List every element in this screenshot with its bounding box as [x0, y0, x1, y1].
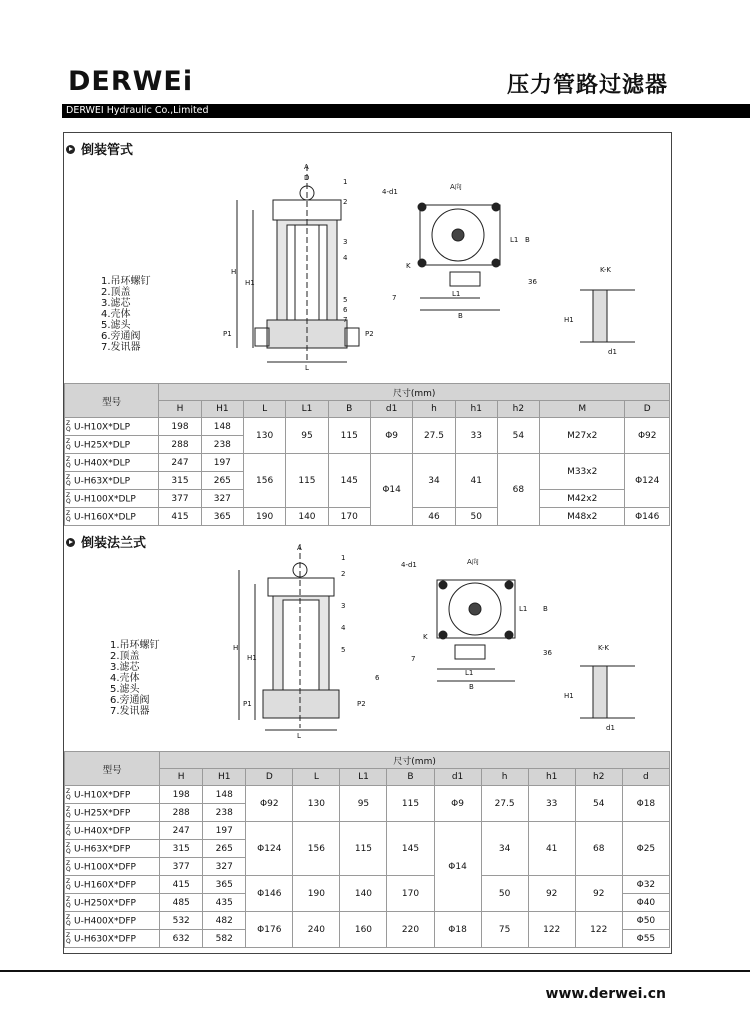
table-cell: 240	[293, 912, 340, 948]
table-cell: 75	[481, 912, 528, 948]
website-url: www.derwei.cn	[545, 986, 666, 1002]
table-cell: Φ25	[622, 822, 669, 876]
table-cell: M27x2	[539, 418, 624, 454]
table-cell: Φ124	[246, 822, 293, 876]
part-item: 7.发讯器	[110, 706, 150, 717]
model-cell	[65, 858, 160, 876]
zq-mark: Z Q	[66, 895, 71, 909]
table-cell: 148	[203, 786, 246, 804]
table-cell: 247	[159, 454, 201, 472]
table-cell: 34	[481, 822, 528, 876]
table-cell: 315	[160, 840, 203, 858]
top-view-drawing-2	[395, 555, 560, 690]
dimension-header: 尺寸(mm)	[159, 384, 670, 401]
model-cell	[65, 436, 159, 454]
label-p1-2: P1	[243, 700, 252, 708]
part-item: 2.顶盖	[110, 651, 140, 662]
table-cell: 41	[455, 454, 497, 508]
table-cell: 190	[243, 508, 285, 526]
zq-mark: Z Q	[66, 859, 71, 873]
dimension-header: 尺寸(mm)	[160, 752, 670, 769]
table-row	[65, 822, 670, 840]
company-banner	[62, 104, 750, 118]
callout-1: 1	[343, 178, 348, 186]
table-row	[65, 786, 670, 804]
column-header: H1	[201, 401, 243, 418]
label-holes-2: 4-d1	[401, 561, 417, 569]
filter-section-drawing-1	[215, 160, 385, 375]
model-name: U-H10X*DLP	[74, 422, 131, 432]
table-row	[65, 876, 670, 894]
label-7: 7	[392, 294, 397, 302]
part-item: 5.滤头	[101, 320, 131, 331]
label-a: A	[304, 163, 309, 171]
table-cell: Φ146	[625, 508, 670, 526]
label-kk: K-K	[600, 266, 611, 274]
section-title: 倒装管式	[81, 143, 134, 158]
model-name: U-H100X*DFP	[74, 862, 136, 872]
label-view-a: A向	[450, 183, 462, 191]
zq-mark: Z Q	[66, 931, 71, 945]
table-cell: 130	[293, 786, 340, 822]
table-row	[65, 508, 670, 526]
label-holes: 4-d1	[382, 188, 398, 196]
table-cell: Φ18	[434, 912, 481, 948]
table-cell: 288	[160, 804, 203, 822]
callout-7: 7	[343, 316, 348, 324]
company-logo: DERWEi	[68, 66, 194, 97]
label-p2: P2	[365, 330, 374, 338]
callout-3-2: 3	[341, 602, 346, 610]
label-h1-2: H1	[247, 654, 257, 662]
zq-mark: Z Q	[66, 437, 71, 451]
callout-1-2: 1	[341, 554, 346, 562]
callout-5-2: 5	[341, 646, 346, 654]
table-cell: 115	[286, 454, 328, 508]
spec-table-flange	[64, 751, 670, 948]
column-header: L	[243, 401, 285, 418]
label-l1-side-2: L1	[519, 605, 528, 613]
table-cell: 68	[575, 822, 622, 876]
part-item: 3.滤芯	[101, 298, 131, 309]
table-cell: 288	[159, 436, 201, 454]
label-p2-2: P2	[357, 700, 366, 708]
column-header: h1	[455, 401, 497, 418]
section-heading-tube	[66, 139, 133, 158]
model-header: 型号	[65, 384, 159, 418]
table-cell: 238	[201, 436, 243, 454]
footer-rule	[0, 970, 750, 972]
model-name: U-H63X*DFP	[74, 844, 131, 854]
model-cell	[65, 930, 160, 948]
table-cell: 327	[201, 490, 243, 508]
table-cell: 95	[286, 418, 328, 454]
zq-mark: Z Q	[66, 841, 71, 855]
label-d1-2: d1	[606, 724, 615, 732]
bullet-icon	[66, 145, 75, 154]
table-cell: Φ14	[370, 454, 412, 526]
table-cell: 145	[387, 822, 434, 876]
column-header: L	[293, 769, 340, 786]
table-cell: 54	[497, 418, 539, 454]
part-item: 1.吊环螺钉	[110, 640, 160, 651]
model-name: U-H40X*DFP	[74, 826, 131, 836]
label-36-2: 36	[543, 649, 552, 657]
table-cell: 140	[286, 508, 328, 526]
table-cell: M48x2	[539, 508, 624, 526]
zq-mark: Z Q	[66, 509, 71, 523]
table-cell: Φ14	[434, 822, 481, 912]
table-cell: Φ50	[622, 912, 669, 930]
label-h1-kk-2: H1	[564, 692, 574, 700]
table-cell: 92	[575, 876, 622, 912]
table-cell: 247	[160, 822, 203, 840]
table-cell: 140	[340, 876, 387, 912]
model-name: U-H25X*DFP	[74, 808, 131, 818]
table-cell: M42x2	[539, 490, 624, 508]
table-cell: 482	[203, 912, 246, 930]
table-cell: 327	[203, 858, 246, 876]
table-row	[65, 454, 670, 472]
table-cell: 170	[328, 508, 370, 526]
table-cell: 197	[203, 822, 246, 840]
part-item: 2.顶盖	[101, 287, 131, 298]
table-cell: Φ176	[246, 912, 293, 948]
section-heading-flange	[66, 532, 146, 551]
zq-mark: Z Q	[66, 913, 71, 927]
column-header: D	[246, 769, 293, 786]
model-name: U-H250X*DFP	[74, 898, 136, 908]
column-header: h	[481, 769, 528, 786]
table-cell: Φ124	[625, 454, 670, 508]
table-cell: 170	[387, 876, 434, 912]
label-h-2: H	[233, 644, 239, 652]
label-h1: H1	[245, 279, 255, 287]
table-cell: 265	[201, 472, 243, 490]
model-cell	[65, 508, 159, 526]
model-cell	[65, 894, 160, 912]
model-cell	[65, 454, 159, 472]
parts-list-2	[110, 640, 160, 717]
part-item: 3.滤芯	[110, 662, 140, 673]
label-h1-kk: H1	[564, 316, 574, 324]
part-item: 6.旁通阀	[110, 695, 150, 706]
kk-section-drawing-1	[560, 262, 640, 362]
table-cell: 435	[203, 894, 246, 912]
table-cell: 377	[160, 858, 203, 876]
table-cell: 34	[413, 454, 455, 508]
label-36: 36	[528, 278, 537, 286]
model-name: U-H10X*DFP	[74, 790, 131, 800]
table-cell: 315	[159, 472, 201, 490]
model-cell	[65, 490, 159, 508]
table-cell: Φ18	[622, 786, 669, 822]
label-d1: d1	[608, 348, 617, 356]
column-header: L1	[340, 769, 387, 786]
zq-mark: Z Q	[66, 491, 71, 505]
label-kk-2: K-K	[598, 644, 609, 652]
part-item: 4.壳体	[110, 673, 140, 684]
label-p1: P1	[223, 330, 232, 338]
column-header: h	[413, 401, 455, 418]
model-cell	[65, 912, 160, 930]
part-item: 5.滤头	[110, 684, 140, 695]
callout-2: 2	[343, 198, 348, 206]
zq-mark: Z Q	[66, 823, 71, 837]
label-l1: L1	[452, 290, 461, 298]
column-header: D	[625, 401, 670, 418]
table-cell: 145	[328, 454, 370, 508]
table-cell: 365	[203, 876, 246, 894]
label-l1-2: L1	[465, 669, 474, 677]
table-cell: 46	[413, 508, 455, 526]
callout-3: 3	[343, 238, 348, 246]
table-row	[65, 418, 670, 436]
table-cell: 238	[203, 804, 246, 822]
table-cell: 198	[160, 786, 203, 804]
column-header: H	[160, 769, 203, 786]
table-cell: 148	[201, 418, 243, 436]
table-cell: 532	[160, 912, 203, 930]
column-header: B	[387, 769, 434, 786]
label-view-a-2: A向	[467, 558, 479, 566]
model-name: U-H100X*DLP	[74, 494, 136, 504]
table-cell: 365	[201, 508, 243, 526]
column-header: L1	[286, 401, 328, 418]
part-item: 6.旁通阀	[101, 331, 141, 342]
spec-table-tube	[64, 383, 670, 526]
top-view-drawing-1	[380, 180, 550, 320]
part-item: 1.吊环螺钉	[101, 276, 151, 287]
model-cell	[65, 804, 160, 822]
table-cell: Φ92	[625, 418, 670, 454]
column-header: M	[539, 401, 624, 418]
table-cell: 27.5	[413, 418, 455, 454]
column-header: H1	[203, 769, 246, 786]
column-header: h2	[497, 401, 539, 418]
table-cell: 582	[203, 930, 246, 948]
kk-section-drawing-2	[560, 640, 640, 740]
table-row	[65, 912, 670, 930]
model-name: U-H40X*DLP	[74, 458, 131, 468]
table-cell: 190	[293, 876, 340, 912]
table-cell: 92	[528, 876, 575, 912]
model-cell	[65, 786, 160, 804]
callout-2-2: 2	[341, 570, 346, 578]
parts-list-1	[101, 276, 151, 353]
column-header: B	[328, 401, 370, 418]
table-cell: 198	[159, 418, 201, 436]
zq-mark: Z Q	[66, 877, 71, 891]
table-cell: M33x2	[539, 454, 624, 490]
label-b-2: B	[469, 683, 474, 690]
table-cell: 115	[340, 822, 387, 876]
column-header: d1	[370, 401, 412, 418]
table-cell: 160	[340, 912, 387, 948]
table-cell: 156	[293, 822, 340, 876]
table-cell: 122	[528, 912, 575, 948]
zq-mark: Z Q	[66, 419, 71, 433]
label-h: H	[231, 268, 237, 276]
column-header: d	[622, 769, 669, 786]
table-cell: 54	[575, 786, 622, 822]
filter-section-drawing-2	[225, 540, 390, 740]
company-name: DERWEI Hydraulic Co.,Limited	[64, 104, 216, 118]
model-name: U-H160X*DFP	[74, 880, 136, 890]
model-cell	[65, 472, 159, 490]
table-cell: Φ9	[434, 786, 481, 822]
table-cell: 197	[201, 454, 243, 472]
table-cell: 68	[497, 454, 539, 526]
label-k: K	[406, 262, 411, 270]
zq-mark: Z Q	[66, 455, 71, 469]
model-name: U-H630X*DFP	[74, 934, 136, 944]
table-cell: 415	[159, 508, 201, 526]
table-cell: Φ55	[622, 930, 669, 948]
model-cell	[65, 418, 159, 436]
label-k-2: K	[423, 633, 428, 641]
table-cell: Φ146	[246, 876, 293, 912]
table-cell: Φ92	[246, 786, 293, 822]
model-cell	[65, 876, 160, 894]
label-d: D	[304, 174, 310, 182]
zq-mark: Z Q	[66, 805, 71, 819]
table-cell: 156	[243, 454, 285, 508]
table-cell: 115	[387, 786, 434, 822]
callout-6-2: 6	[375, 674, 380, 682]
table-cell: 377	[159, 490, 201, 508]
column-header: d1	[434, 769, 481, 786]
bullet-icon	[66, 538, 75, 547]
table-cell: 33	[528, 786, 575, 822]
table-cell: Φ32	[622, 876, 669, 894]
label-l1-side: L1	[510, 236, 519, 244]
table-cell: 50	[481, 876, 528, 912]
callout-6: 6	[343, 306, 348, 314]
label-l-2: L	[297, 732, 301, 740]
model-name: U-H25X*DLP	[74, 440, 131, 450]
callout-5: 5	[343, 296, 348, 304]
table-cell: 632	[160, 930, 203, 948]
model-cell	[65, 840, 160, 858]
table-cell: 265	[203, 840, 246, 858]
label-a-2: A	[297, 544, 302, 552]
model-name: U-H400X*DFP	[74, 916, 136, 926]
page-title: 压力管路过滤器	[506, 73, 668, 98]
table-cell: 95	[340, 786, 387, 822]
table-cell: Φ9	[370, 418, 412, 454]
label-b: B	[458, 312, 463, 320]
table-cell: 33	[455, 418, 497, 454]
table-cell: 415	[160, 876, 203, 894]
table-cell: 50	[455, 508, 497, 526]
table-cell: Φ40	[622, 894, 669, 912]
zq-mark: Z Q	[66, 473, 71, 487]
model-header: 型号	[65, 752, 160, 786]
table-cell: 122	[575, 912, 622, 948]
part-item: 7.发讯器	[101, 342, 141, 353]
model-cell	[65, 822, 160, 840]
table-cell: 115	[328, 418, 370, 454]
label-l: L	[305, 364, 309, 372]
column-header: h1	[528, 769, 575, 786]
table-cell: 220	[387, 912, 434, 948]
column-header: h2	[575, 769, 622, 786]
column-header: H	[159, 401, 201, 418]
model-name: U-H63X*DLP	[74, 476, 131, 486]
label-7-2: 7	[411, 655, 416, 663]
callout-4-2: 4	[341, 624, 346, 632]
table-cell: 27.5	[481, 786, 528, 822]
callout-4: 4	[343, 254, 348, 262]
model-name: U-H160X*DLP	[74, 512, 136, 522]
table-cell: 41	[528, 822, 575, 876]
part-item: 4.壳体	[101, 309, 131, 320]
table-cell: 485	[160, 894, 203, 912]
section-title: 倒装法兰式	[81, 536, 147, 551]
label-b-side-2: B	[543, 605, 548, 613]
zq-mark: Z Q	[66, 787, 71, 801]
label-b-side: B	[525, 236, 530, 244]
table-cell: 130	[243, 418, 285, 454]
